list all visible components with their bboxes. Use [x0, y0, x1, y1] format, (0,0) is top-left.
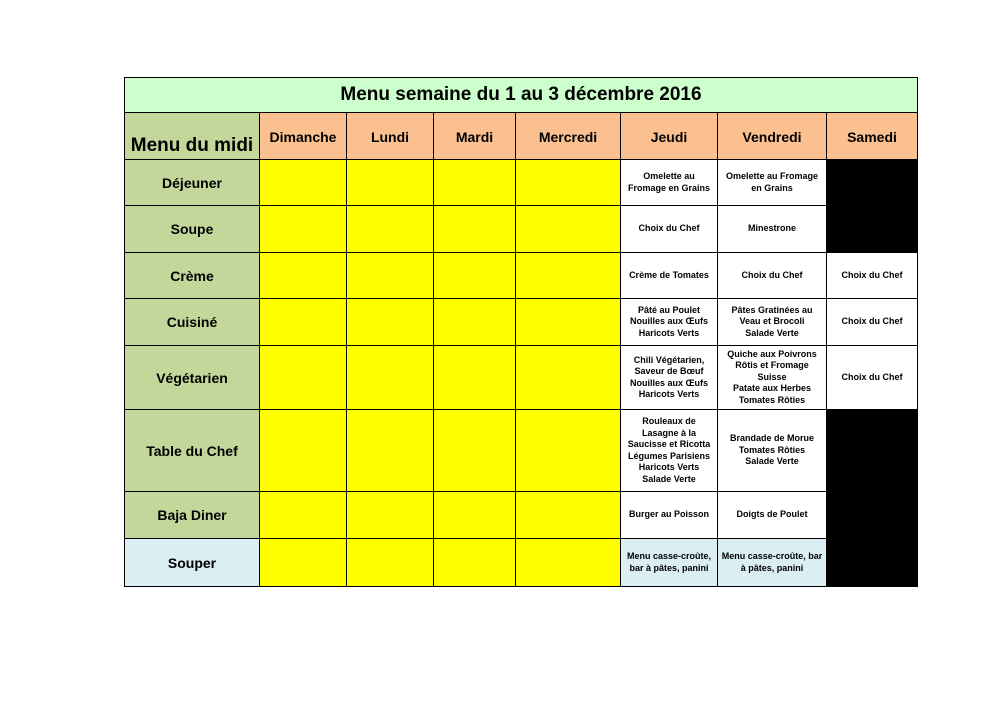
menu-row: [125, 299, 918, 346]
menu-item-samedi: Choix du Chef: [827, 253, 918, 299]
empty-cell-mercredi: [516, 492, 621, 539]
empty-cell-mardi: [434, 492, 516, 539]
menu-du-midi-label: Menu du midi: [125, 113, 260, 160]
row-label: Déjeuner: [125, 160, 260, 206]
empty-cell-dimanche: [260, 539, 347, 587]
empty-cell-mercredi: [516, 539, 621, 587]
menu-item-vendredi: Minestrone: [718, 206, 827, 253]
menu-item-jeudi: Burger au Poisson: [621, 492, 718, 539]
empty-cell-dimanche: [260, 492, 347, 539]
empty-cell-mercredi: [516, 410, 621, 492]
day-header-samedi: Samedi: [827, 113, 918, 160]
menu-item-jeudi: Rouleaux de Lasagne à la Saucisse et Ricotta Légumes Parisiens Haricots Verts Salade Verte: [621, 410, 718, 492]
menu-item-vendredi: Menu casse-croûte, bar à pâtes, panini: [718, 539, 827, 587]
empty-cell-lundi: [347, 253, 434, 299]
empty-cell-mardi: [434, 410, 516, 492]
menu-item-samedi: Choix du Chef: [827, 299, 918, 346]
empty-cell-mardi: [434, 206, 516, 253]
empty-cell-mercredi: [516, 160, 621, 206]
empty-cell-lundi: [347, 539, 434, 587]
empty-cell-mercredi: [516, 206, 621, 253]
empty-cell-dimanche: [260, 346, 347, 410]
menu-row: [125, 160, 918, 206]
empty-cell-lundi: [347, 346, 434, 410]
menu-item-jeudi: Chili Végétarien, Saveur de Bœuf Nouilles aux Œufs Haricots Verts: [621, 346, 718, 410]
empty-cell-mardi: [434, 299, 516, 346]
menu-item-vendredi: Choix du Chef: [718, 253, 827, 299]
menu-item-vendredi: Omelette au Fromage en Grains: [718, 160, 827, 206]
day-header-mardi: Mardi: [434, 113, 516, 160]
row-label: Soupe: [125, 206, 260, 253]
menu-body: [125, 160, 918, 587]
empty-cell-dimanche: [260, 410, 347, 492]
menu-row: [125, 492, 918, 539]
row-label: Table du Chef: [125, 410, 260, 492]
closed-cell-samedi: [827, 492, 918, 539]
day-header-lundi: Lundi: [347, 113, 434, 160]
menu-item-vendredi: Pâtes Gratinées au Veau et Brocoli Salade Verte: [718, 299, 827, 346]
menu-row: [125, 206, 918, 253]
day-header-jeudi: Jeudi: [621, 113, 718, 160]
weekly-menu-table: [124, 77, 918, 587]
empty-cell-lundi: [347, 160, 434, 206]
empty-cell-lundi: [347, 206, 434, 253]
menu-item-samedi: Choix du Chef: [827, 346, 918, 410]
empty-cell-mercredi: [516, 299, 621, 346]
empty-cell-mardi: [434, 160, 516, 206]
menu-item-jeudi: Choix du Chef: [621, 206, 718, 253]
empty-cell-lundi: [347, 492, 434, 539]
menu-item-jeudi: Menu casse-croûte, bar à pâtes, panini: [621, 539, 718, 587]
menu-row: [125, 253, 918, 299]
menu-row: [125, 539, 918, 587]
empty-cell-dimanche: [260, 160, 347, 206]
row-label: Crème: [125, 253, 260, 299]
empty-cell-mardi: [434, 539, 516, 587]
menu-row: [125, 410, 918, 492]
day-header-dimanche: Dimanche: [260, 113, 347, 160]
menu-item-jeudi: Pâté au Poulet Nouilles aux Œufs Haricots Verts: [621, 299, 718, 346]
menu-item-vendredi: Doigts de Poulet: [718, 492, 827, 539]
menu-item-vendredi: Brandade de Morue Tomates Rôties Salade Verte: [718, 410, 827, 492]
empty-cell-dimanche: [260, 299, 347, 346]
empty-cell-mercredi: [516, 253, 621, 299]
closed-cell-samedi: [827, 410, 918, 492]
empty-cell-mardi: [434, 253, 516, 299]
closed-cell-samedi: [827, 160, 918, 206]
empty-cell-dimanche: [260, 253, 347, 299]
empty-cell-mercredi: [516, 346, 621, 410]
closed-cell-samedi: [827, 206, 918, 253]
menu-row: [125, 346, 918, 410]
empty-cell-lundi: [347, 299, 434, 346]
day-header-mercredi: Mercredi: [516, 113, 621, 160]
row-label: Souper: [125, 539, 260, 587]
menu-title: Menu semaine du 1 au 3 décembre 2016: [125, 78, 918, 113]
menu-item-vendredi: Quiche aux Poivrons Rôtis et Fromage Suisse Patate aux Herbes Tomates Rôties: [718, 346, 827, 410]
row-label: Végétarien: [125, 346, 260, 410]
day-header-vendredi: Vendredi: [718, 113, 827, 160]
row-label: Baja Diner: [125, 492, 260, 539]
empty-cell-lundi: [347, 410, 434, 492]
empty-cell-mardi: [434, 346, 516, 410]
row-label: Cuisiné: [125, 299, 260, 346]
empty-cell-dimanche: [260, 206, 347, 253]
closed-cell-samedi: [827, 539, 918, 587]
menu-item-jeudi: Omelette au Fromage en Grains: [621, 160, 718, 206]
menu-item-jeudi: Crème de Tomates: [621, 253, 718, 299]
